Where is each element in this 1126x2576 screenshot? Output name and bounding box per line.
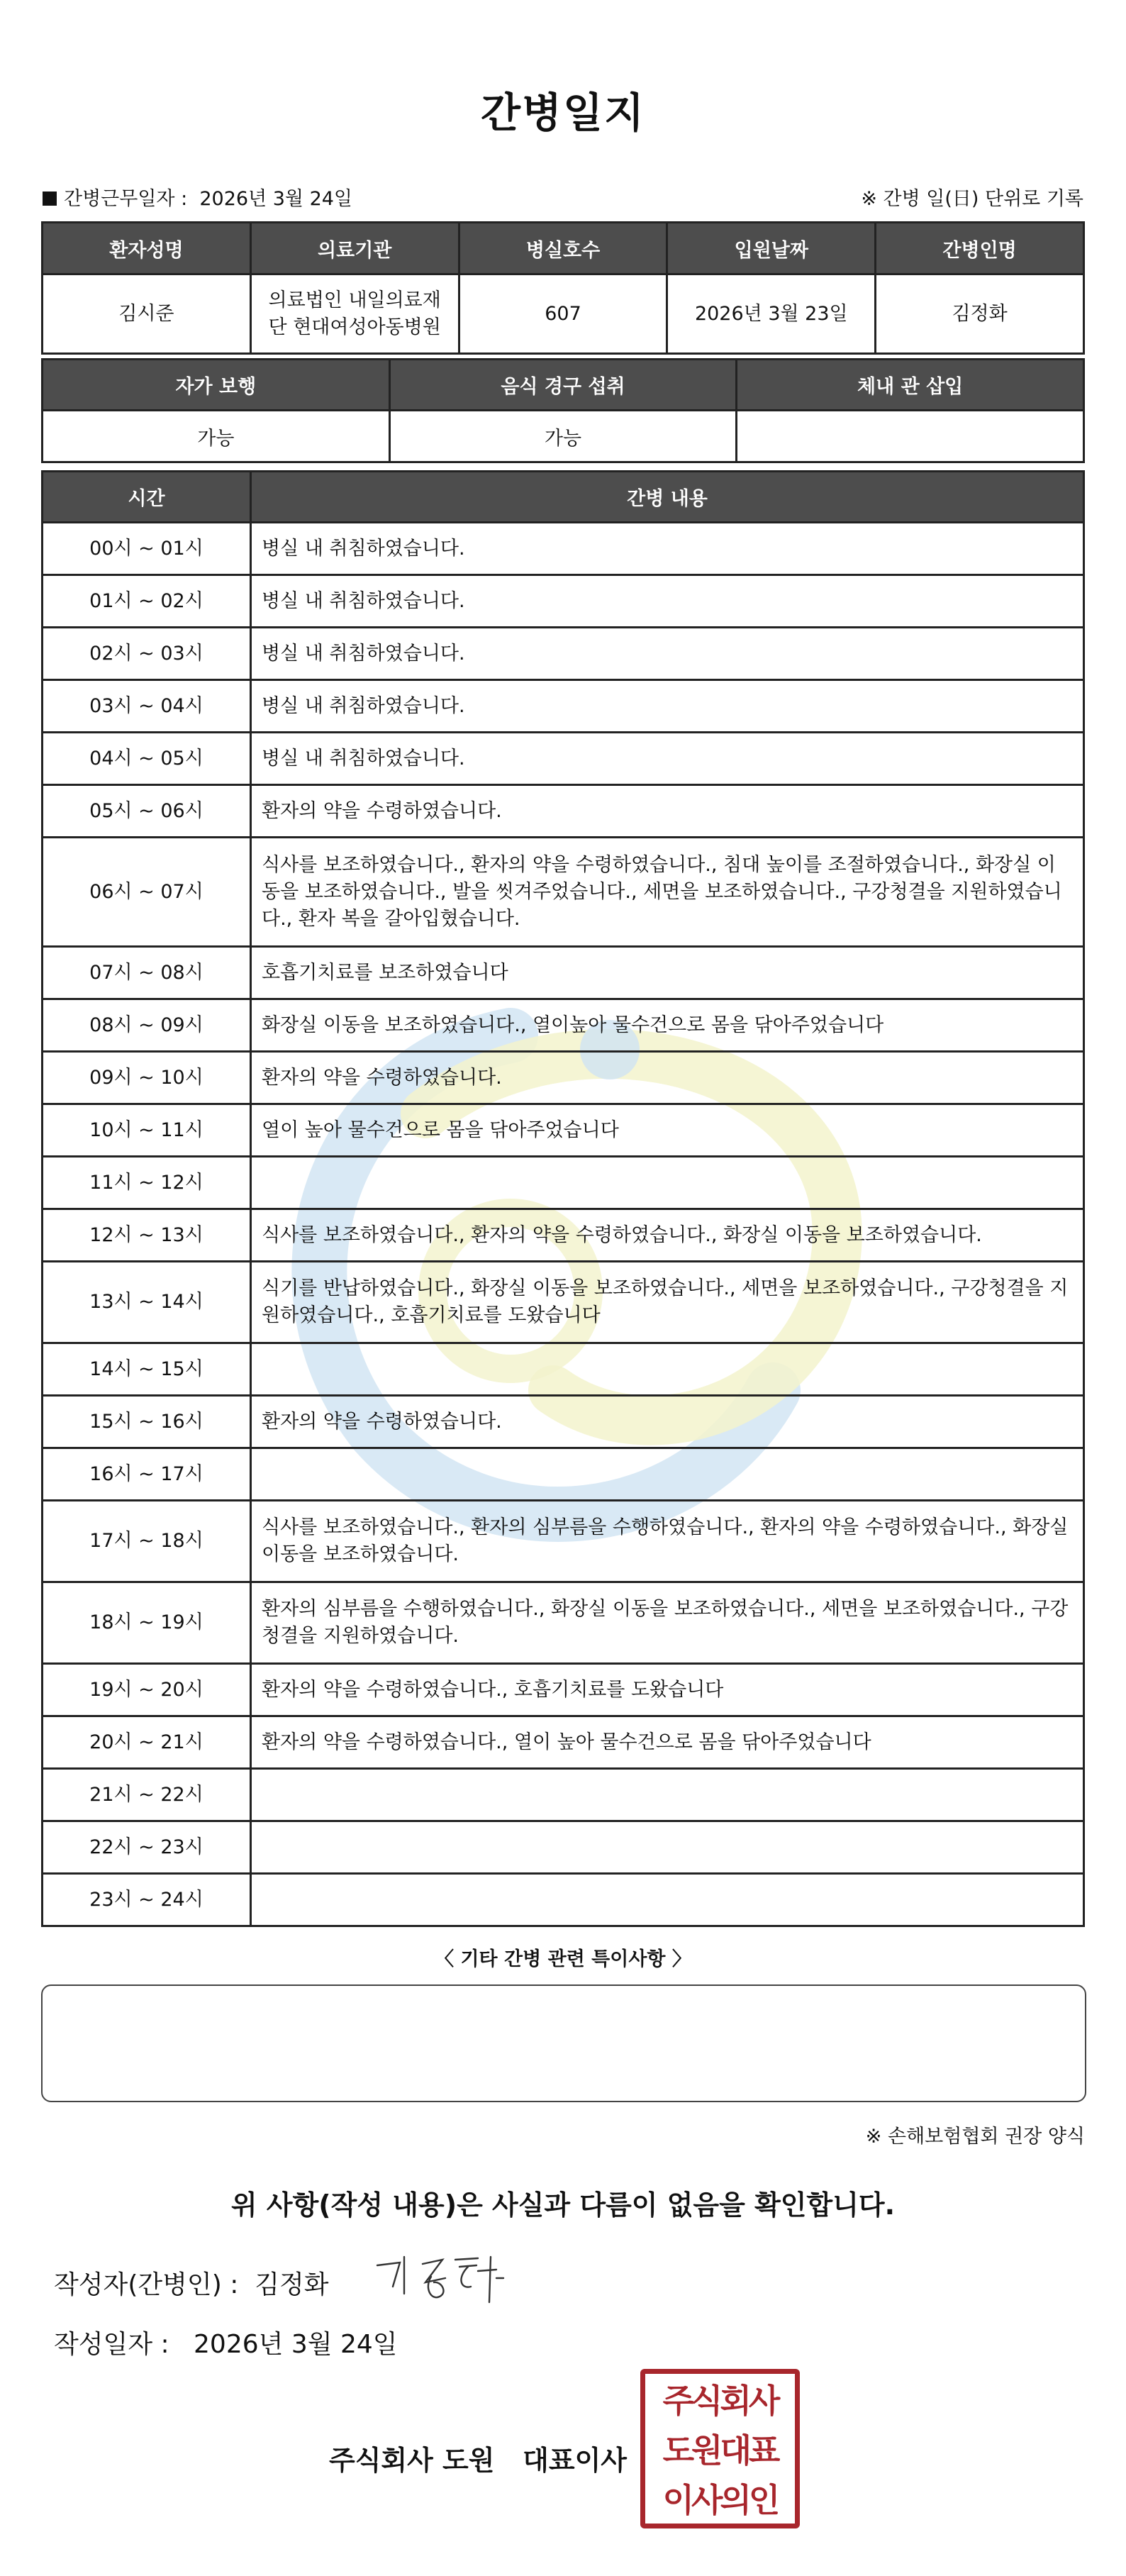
log-row xyxy=(43,1209,1084,1262)
header-patient-name: 환자성명 xyxy=(43,223,251,274)
header-care-content: 간병 내용 xyxy=(251,472,1084,523)
date-label: 작성일자 : xyxy=(54,2330,169,2359)
log-content: 환자의 심부름을 수행하였습니다., 화장실 이동을 보조하였습니다., 세면을 보조하였습니다., 구강청결을 지원하였습니다. xyxy=(251,1582,1084,1664)
company-name: 주식회사 도원 대표이사 xyxy=(329,2445,627,2476)
log-time: 08시 ~ 09시 xyxy=(43,999,251,1052)
log-content: 식사를 보조하였습니다., 환자의 약을 수령하였습니다., 화장실 이동을 보조하였습니다. xyxy=(251,1209,1084,1262)
log-time: 19시 ~ 20시 xyxy=(43,1664,251,1716)
hospital-line-2: 단 현대여성아동병원 xyxy=(268,316,441,338)
log-time: 18시 ~ 19시 xyxy=(43,1582,251,1664)
notes-box xyxy=(41,1984,1086,2102)
log-time: 14시 ~ 15시 xyxy=(43,1343,251,1396)
info-header-row xyxy=(43,223,1084,274)
company-seal-stamp xyxy=(640,2369,800,2528)
seal-line-3: 이사의인 xyxy=(662,2481,778,2519)
log-time: 15시 ~ 16시 xyxy=(43,1396,251,1448)
log-content: 병실 내 취침하였습니다. xyxy=(251,628,1084,680)
author-name: 김정화 xyxy=(255,2270,329,2299)
patient-name: 김시준 xyxy=(43,274,251,354)
log-content xyxy=(251,1448,1084,1501)
log-row xyxy=(43,838,1084,947)
log-content xyxy=(251,1343,1084,1396)
log-time: 04시 ~ 05시 xyxy=(43,733,251,785)
log-row xyxy=(43,680,1084,733)
log-row xyxy=(43,1874,1084,1926)
work-date-label: 간병근무일자 : xyxy=(64,188,188,210)
log-row xyxy=(43,999,1084,1052)
log-time: 06시 ~ 07시 xyxy=(43,838,251,947)
room-number: 607 xyxy=(459,274,667,354)
header-caregiver: 간병인명 xyxy=(876,223,1084,274)
date-line xyxy=(54,2324,398,2360)
log-row xyxy=(43,575,1084,628)
log-content: 병실 내 취침하였습니다. xyxy=(251,575,1084,628)
seal-line-1: 주식회사 xyxy=(662,2382,778,2420)
header-admission-date: 입원날짜 xyxy=(667,223,876,274)
hospital xyxy=(250,274,459,354)
log-time: 05시 ~ 06시 xyxy=(43,785,251,838)
patient-info-table xyxy=(41,221,1085,355)
log-time: 03시 ~ 04시 xyxy=(43,680,251,733)
log-row xyxy=(43,1582,1084,1664)
care-log-table xyxy=(41,470,1085,1927)
ability-value-row xyxy=(43,411,1084,462)
log-row xyxy=(43,1396,1084,1448)
log-content: 병실 내 취침하였습니다. xyxy=(251,680,1084,733)
hospital-line-1: 의료법인 내일의료재 xyxy=(268,289,441,311)
header-time: 시간 xyxy=(43,472,251,523)
header-oral-intake: 음식 경구 섭취 xyxy=(389,360,737,411)
log-content: 병실 내 취침하였습니다. xyxy=(251,523,1084,575)
caregiver-name: 김정화 xyxy=(876,274,1084,354)
log-time: 16시 ~ 17시 xyxy=(43,1448,251,1501)
ability-header-row xyxy=(43,360,1084,411)
log-content: 식사를 보조하였습니다., 환자의 심부름을 수행하였습니다., 환자의 약을 수령하였습니다., 화장실 이동을 보조하였습니다. xyxy=(251,1501,1084,1582)
log-time: 00시 ~ 01시 xyxy=(43,523,251,575)
square-bullet-icon xyxy=(43,191,57,206)
log-content: 열이 높아 물수건으로 몸을 닦아주었습니다 xyxy=(251,1104,1084,1157)
work-date-value: 2026년 3월 24일 xyxy=(199,188,353,210)
log-time: 07시 ~ 08시 xyxy=(43,947,251,999)
log-row xyxy=(43,628,1084,680)
header-tube-insertion: 체내 관 삽입 xyxy=(737,360,1084,411)
log-row xyxy=(43,1448,1084,1501)
patient-ability-table xyxy=(41,358,1085,463)
page-title: 간병일지 xyxy=(480,89,646,137)
work-date xyxy=(43,183,352,211)
log-time: 11시 ~ 12시 xyxy=(43,1157,251,1209)
log-row xyxy=(43,1104,1084,1157)
log-row xyxy=(43,1716,1084,1769)
log-content: 환자의 약을 수령하였습니다., 호흡기치료를 도왔습니다 xyxy=(251,1664,1084,1716)
log-content xyxy=(251,1157,1084,1209)
notes-title: 〈 기타 간병 관련 특이사항 〉 xyxy=(435,1948,691,1970)
log-time: 10시 ~ 11시 xyxy=(43,1104,251,1157)
oral-intake-value: 가능 xyxy=(389,411,737,462)
date-value: 2026년 3월 24일 xyxy=(194,2330,398,2359)
log-time: 01시 ~ 02시 xyxy=(43,575,251,628)
log-content: 환자의 약을 수령하였습니다. xyxy=(251,1052,1084,1104)
log-time: 09시 ~ 10시 xyxy=(43,1052,251,1104)
admission-date: 2026년 3월 23일 xyxy=(667,274,876,354)
log-content: 환자의 약을 수령하였습니다., 열이 높아 물수건으로 몸을 닦아주었습니다 xyxy=(251,1716,1084,1769)
unit-note: ※ 간병 일(日) 단위로 기록 xyxy=(861,188,1083,210)
log-row xyxy=(43,523,1084,575)
header-hospital: 의료기관 xyxy=(250,223,459,274)
log-row xyxy=(43,1769,1084,1821)
log-content xyxy=(251,1874,1084,1926)
log-time: 02시 ~ 03시 xyxy=(43,628,251,680)
log-row xyxy=(43,1664,1084,1716)
log-header-row xyxy=(43,472,1084,523)
log-content: 식기를 반납하였습니다., 화장실 이동을 보조하였습니다., 세면을 보조하였습니다., 구강청결을 지원하였습니다., 호흡기치료를 도왔습니다 xyxy=(251,1262,1084,1343)
handwritten-signature xyxy=(372,2250,506,2308)
log-content: 화장실 이동을 보조하였습니다., 열이높아 물수건으로 몸을 닦아주었습니다 xyxy=(251,999,1084,1052)
header-room: 병실호수 xyxy=(459,223,667,274)
walking-value: 가능 xyxy=(43,411,390,462)
log-row xyxy=(43,947,1084,999)
log-row xyxy=(43,1157,1084,1209)
author-label: 작성자(간병인) : xyxy=(54,2270,239,2299)
tube-insertion-value xyxy=(737,411,1084,462)
log-row xyxy=(43,1262,1084,1343)
log-row xyxy=(43,785,1084,838)
log-row xyxy=(43,733,1084,785)
log-content xyxy=(251,1769,1084,1821)
log-content: 환자의 약을 수령하였습니다. xyxy=(251,785,1084,838)
log-time: 20시 ~ 21시 xyxy=(43,1716,251,1769)
info-value-row xyxy=(43,274,1084,354)
log-row xyxy=(43,1501,1084,1582)
log-content xyxy=(251,1821,1084,1874)
log-body xyxy=(43,523,1084,1926)
log-row xyxy=(43,1821,1084,1874)
author-line xyxy=(54,2265,329,2301)
log-row xyxy=(43,1052,1084,1104)
seal-line-2: 도원대표 xyxy=(662,2431,778,2470)
log-content: 식사를 보조하였습니다., 환자의 약을 수령하였습니다., 침대 높이를 조절하였습니다., 화장실 이동을 보조하였습니다., 발을 씻겨주었습니다., 세면을 보조하였습니다., 구강청결을 지원하였습니다., 환자 복을 갈아입혔습니다. xyxy=(251,838,1084,947)
log-time: 13시 ~ 14시 xyxy=(43,1262,251,1343)
log-content: 환자의 약을 수령하였습니다. xyxy=(251,1396,1084,1448)
log-time: 22시 ~ 23시 xyxy=(43,1821,251,1874)
log-content: 병실 내 취침하였습니다. xyxy=(251,733,1084,785)
confirmation-statement: 위 사항(작성 내용)은 사실과 다름이 없음을 확인합니다. xyxy=(230,2189,896,2221)
log-time: 12시 ~ 13시 xyxy=(43,1209,251,1262)
log-row xyxy=(43,1343,1084,1396)
header-walking: 자가 보행 xyxy=(43,360,390,411)
log-content: 호흡기치료를 보조하였습니다 xyxy=(251,947,1084,999)
log-time: 23시 ~ 24시 xyxy=(43,1874,251,1926)
log-time: 21시 ~ 22시 xyxy=(43,1769,251,1821)
log-time: 17시 ~ 18시 xyxy=(43,1501,251,1582)
form-source-note: ※ 손해보험협회 권장 양식 xyxy=(865,2126,1085,2148)
